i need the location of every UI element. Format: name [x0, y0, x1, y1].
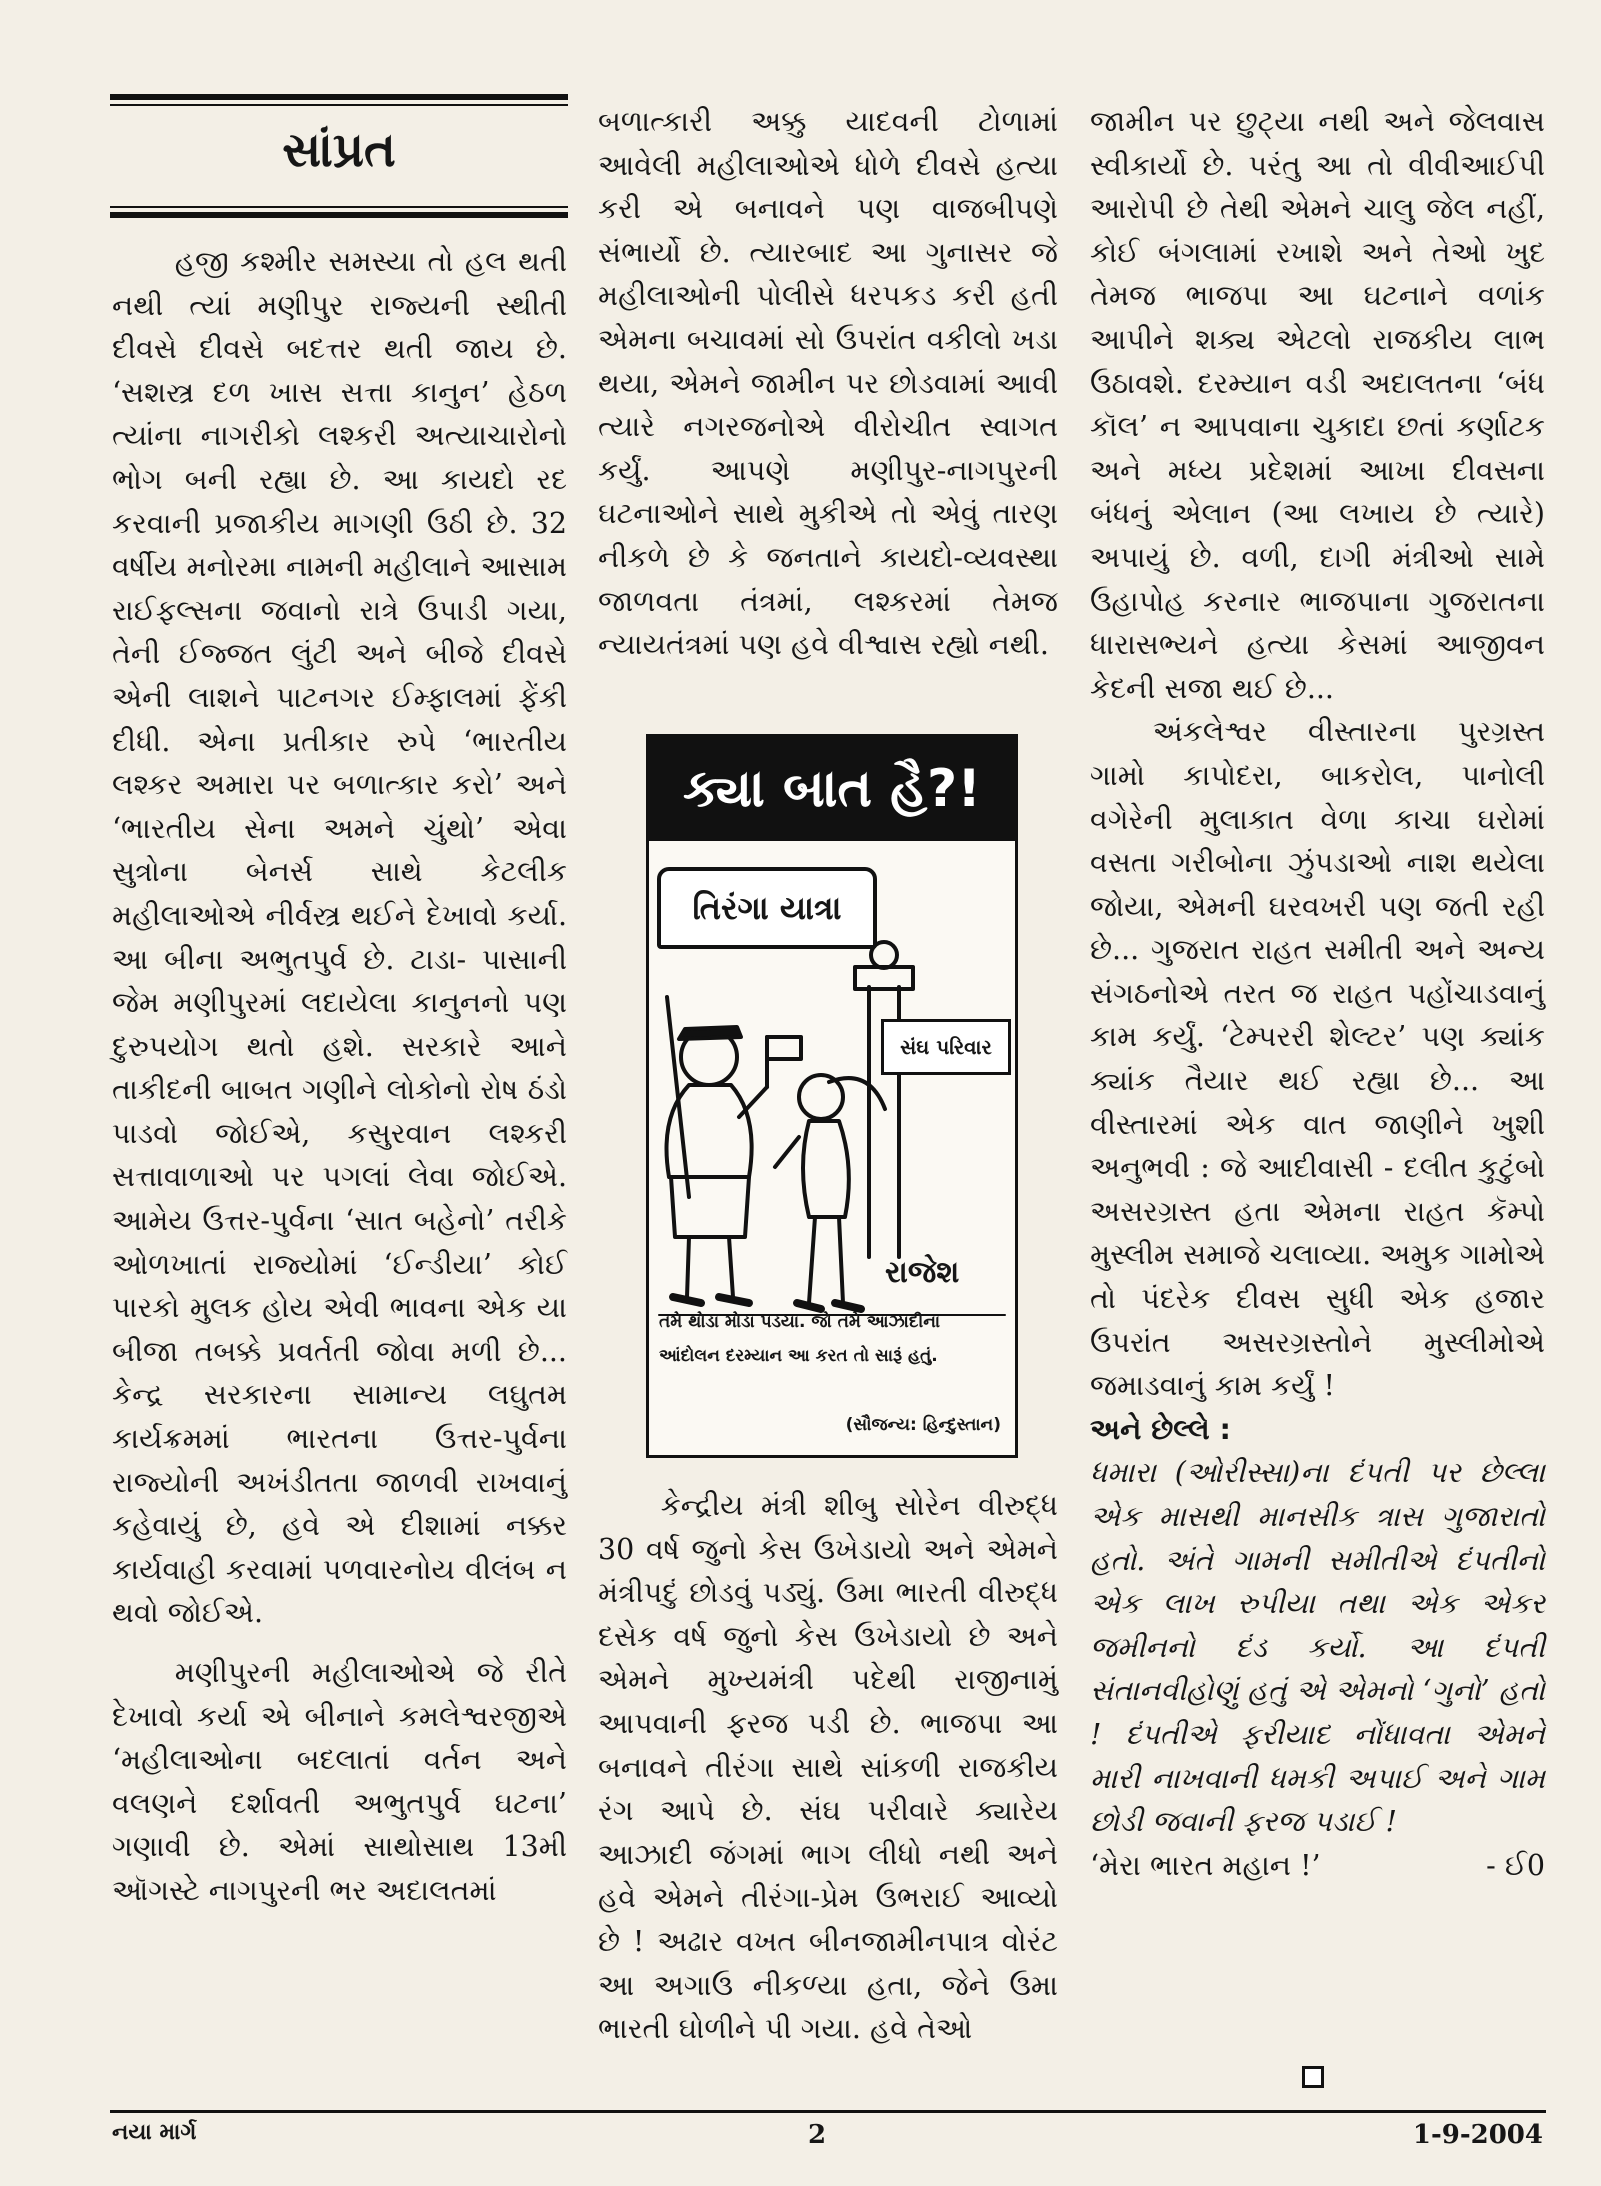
paragraph-nagpur: બળાત્કારી અક્કુ યાદવની ટોળામાં આવેલી મહીલાઓએ ધોળે દીવસે હત્યા કરી એ બનાવને પણ વાજબીપણે સંભાર્યો છે. ત્યારબાદ આ ગુનાસર જે મહીલાઓની પોલીસે ધરપકડ કરી હતી એમના બચાવમાં સો ઉપરાંત વકીલો ખડા થયા, એમને જામીન પર છોડવામાં આવી ત્યારે નગરજનોએ વીરોચીત સ્વાગત કર્યું. આપણે મણીપુર-નાગપુરની ઘટનાઓને સાથે મુકીએ તો એવું તારણ નીકળે છે કે જનતાને કાયદો-વ્યવસ્થા જાળવતા તંત્રમાં, લશ્કરમાં તેમજ ન્યાયતંત્રમાં પણ હવે વીશ્વાસ રહ્યો નથી.	[598, 105, 1058, 662]
paragraph-manipur: હજી કશ્મીર સમસ્યા તો હલ થતી નથી ત્યાં મણીપુર રાજ્યની સ્થીતી દીવસે દીવસે બદત્તર થતી જાય છે. ‘સશસ્ત્ર દળ ખાસ સત્તા કાનુન’ હેઠળ ત્યાંના નાગરીકો લશ્કરી અત્યાચારોનો ભોગ બની રહ્યા છે. આ કાયદો રદ કરવાની પ્રજાકીય માગણી ઉઠી છે. 32 વર્ષીય મનોરમા નામની મહીલાને આસામ રાઈફલ્સના જવાનો રાત્રે ઉપાડી ગયા, તેની ઈજ્જત લુંટી અને બીજે દીવસે એની લાશને પાટનગર ઈમ્ફાલમાં ફેંકી દીધી. એના પ્રતીકાર રુપે ‘ભારતીય લશ્કર અમારા પર બળાત્કાર કરો’ અને ‘ભારતીય સેના અમને ચુંથો’ એવા સુત્રોના બેનર્સ સાથે કેટલીક મહીલાઓએ નીર્વસ્ત્ર થઈને દેખાવો કર્યા. આ બીના અભુતપુર્વ છે. ટાડા- પાસાની જેમ મણીપુરમાં લદાયેલા કાનુનનો પણ દુરુપયોગ થતો હશે. સરકારે આને તાકીદની બાબત ગણીને લોકોનો રોષ ઠંડો પાડવો જોઈએ, કસુરવાન લશ્કરી સત્તાવાળાઓ પર પગલાં લેવા જોઈએ. આમેય ઉત્તર-પુર્વના ‘સાત બહેનો’ તરીકે ઓળખાતાં રાજ્યોમાં ‘ઈન્ડીયા’ કોઈ પારકો મુલક હોય એવી ભાવના એક યા બીજા તબક્કે પ્રવર્તતી જોવા મળી છે... કેન્દ્ર સરકારના સામાન્ય લઘુતમ કાર્યક્રમમાં ભારતના ઉત્તર-પુર્વના રાજ્યોની અખંડીતતા જાળવી રાખવાનું કહેવાયું છે, હવે એ દીશામાં નક્કર કાર્યવાહી કરવામાં પળવારનોય વીલંબ ન થવો જોઈએ.	[112, 245, 567, 1630]
paragraph-women-protest: મણીપુરની મહીલાઓએ જે રીતે દેખાવો કર્યા એ બીનાને કમલેશ્વરજીએ ‘મહીલાઓના બદલાતાં વર્તન અને વલણને દર્શાવતી અભુતપુર્વ ઘટના’ ગણાવી છે. એમાં સાથોસાથ 13મી ઑગસ્ટે નાગપુરની ભર અદાલતમાં	[112, 1656, 567, 1907]
footer-rule	[110, 2110, 1546, 2113]
section-heading-last: અને છેલ્લે :	[1090, 1412, 1231, 1446]
paragraph-ankleshwar: અંકલેશ્વર વીસ્તારના પુરગ્રસ્ત ગામો કાપોદરા, બાકરોલ, પાનોલી વગેરેની મુલાકાત વેળા કાચા ઘરોમાં વસતા ગરીબોના ઝુંપડાઓ નાશ થયેલા જોયા, એમની ઘરવખરી પણ જતી રહી છે... ગુજરાત રાહત સમીતી અને અન્ય સંગઠનોએ તરત જ રાહત પહોંચાડવાનું કામ કર્યું. ‘ટેમ્પરરી શેલ્ટર’ પણ ક્યાંક ક્યાંક તૈયાર થઈ રહ્યા છે... આ વીસ્તારમાં એક વાત જાણીને ખુશી અનુભવી : જે આદીવાસી - દલીત કુટુંબો અસરગ્રસ્ત હતા એમના રાહત કૅમ્પો મુસ્લીમ સમાજે ચલાવ્યા. અમુક ગામોએ તો પંદરેક દીવસ સુધી એક હજાર ઉપરાંત અસરગ્રસ્તોને મુસ્લીમોએ જમાડવાનું કામ કર્યું !	[1090, 715, 1545, 1403]
masthead-top-rule	[110, 94, 568, 100]
cartoon-signature: રાજેશ	[885, 1255, 960, 1290]
masthead-bottom-thin-rule	[110, 206, 568, 208]
page-title: સાંપ્રત	[282, 122, 396, 178]
publication-name: નયા માર્ગ	[112, 2120, 197, 2145]
masthead-bottom-rule	[110, 212, 568, 218]
paragraph-dhamara: ધમારા (ઓરીસ્સા)ના દંપતી પર છેલ્લા એક માસથી માનસીક ત્રાસ ગુજારાતો હતો. અંતે ગામની સમીતીએ દંપતીનો એક લાખ રુપીયા તથા એક એકર જમીનનો દંડ કર્યો. આ દંપતી સંતાનવીહોણું હતું એ એમનો ‘ગુનો’ હતો ! દંપતીએ ફરીયાદ નોંધાવતા એમને મારી નાખવાની ધમકી અપાઈ અને ગામ છોડી જવાની ફરજ પડાઈ !	[1090, 1456, 1545, 1839]
cartoon-credit: (સૌજન્ય: હિન્દુસ્તાન)	[845, 1415, 1001, 1435]
page-number: 2	[808, 2120, 827, 2150]
end-mark-icon	[1302, 2066, 1324, 2088]
cartoon-caption: તમે થોડા મોડા પડયા. જો તમે આઝાદીના આંદોલન દરમ્યાન આ કરત તો સારૂં હતું.	[659, 1312, 941, 1366]
column-masthead	[110, 94, 568, 224]
column-3	[1090, 100, 1545, 1887]
signoff-row	[1090, 1844, 1545, 1888]
author-signoff: - ઈ0	[1486, 1848, 1545, 1882]
paragraph-ministers: કેન્દ્રીય મંત્રી શીબુ સોરેન વીરુદ્ધ 30 વર્ષ જુનો કેસ ઉખેડાયો અને એમને મંત્રીપદું છોડવું પડ્યું. ઉમા ભારતી વીરુદ્ધ દસેક વર્ષ જુનો કેસ ઉખેડાયો છે અને એમને મુખ્યમંત્રી પદેથી રાજીનામું આપવાની ફરજ પડી છે. ભાજપા આ બનાવને તીરંગા સાથે સાંકળી રાજકીય રંગ આપે છે. સંઘ પરીવારે ક્યારેય આઝાદી જંગમાં ભાગ લીધો નથી અને હવે એમને તીરંગા-પ્રેમ ઉભરાઈ આવ્યો છે ! અઢાર વખત બીનજામીનપાત્ર વોરંટ આ અગાઉ નીકળ્યા હતા, જેને ઉમા ભારતી ઘોળીને પી ગયા. હવે તેઓ	[598, 1489, 1058, 2046]
masthead-top-thin-rule	[110, 104, 568, 106]
cartoon-header: ક્યા બાત હૈ?!	[649, 737, 1015, 841]
paragraph-bail: જામીન પર છુટ્યા નથી અને જેલવાસ સ્વીકાર્યો છે. પરંતુ આ તો વીવીઆઈપી આરોપી છે તેથી એમને ચાલુ જેલ નહીં, કોઈ બંગલામાં રખાશે અને તેઓ ખુદ તેમજ ભાજપા આ ઘટનાને વળાંક આપીને શક્ય એટલો રાજકીય લાભ ઉઠાવશે. દરમ્યાન વડી અદાલતના ‘બંધ કૉલ’ ન આપવાના ચુકાદા છતાં કર્ણાટક અને મધ્ય પ્રદેશમાં આખા દીવસના બંધનું એલાન (આ લખાય છે ત્યારે) અપાયું છે. વળી, દાગી મંત્રીઓ સામે ઉહાપોહ કરનાર ભાજપાના ગુજરાતના ધારાસભ્યને હત્યા કેસમાં આજીવન કેદની સજા થઈ છે...	[1090, 105, 1545, 705]
issue-date: 1-9-2004	[1412, 2120, 1543, 2150]
column-1	[112, 240, 567, 1913]
cartoon-box	[646, 734, 1018, 1458]
cartoon-pillar-label: સંઘ પરિવાર	[881, 1019, 1011, 1075]
column-2-bottom	[598, 1484, 1058, 2051]
cartoon-sign-text: તિરંગા યાત્રા	[657, 867, 877, 949]
closing-quote: ‘મેરા ભારત મહાન !’	[1090, 1848, 1321, 1882]
column-2-top	[598, 100, 1058, 667]
